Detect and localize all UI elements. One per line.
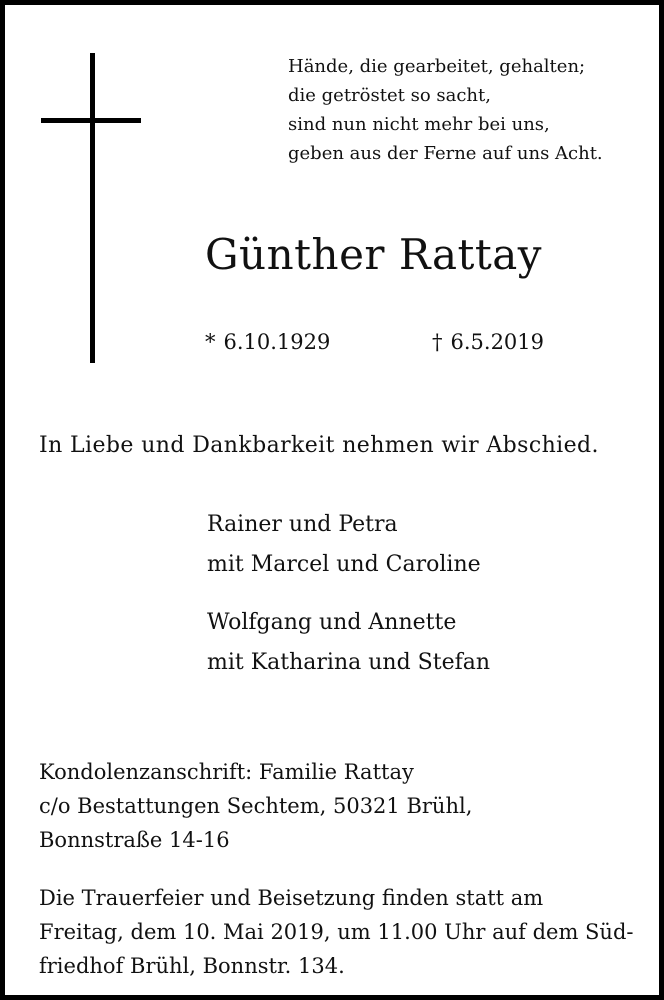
birth-date-line: [205, 327, 330, 357]
deceased-name: Günther Rattay: [205, 230, 543, 279]
mourner-group: [207, 603, 490, 683]
condolence-address: [39, 755, 472, 857]
address-line: Kondolenzanschrift: Familie Rattay: [39, 760, 414, 784]
mourner-group: [207, 505, 481, 585]
mourner-line: mit Katharina und Stefan: [207, 650, 491, 675]
poem-line: Hände, die gearbeitet, gehalten;: [288, 56, 586, 77]
poem-line: sind nun nicht mehr bei uns,: [288, 114, 550, 135]
poem-line: die getröstet so sacht,: [288, 85, 491, 106]
ceremony-line: Freitag, dem 10. Mai 2019, um 11.00 Uhr auf dem Süd-: [39, 920, 634, 944]
address-line: Bonnstraße 14-16: [39, 828, 230, 852]
ceremony-line: friedhof Brühl, Bonnstr. 134.: [39, 954, 345, 978]
cross-vertical-bar: [90, 53, 95, 363]
mourner-line: mit Marcel und Caroline: [207, 552, 481, 577]
cross-icon: [41, 53, 141, 363]
farewell-text: In Liebe und Dankbarkeit nehmen wir Abschied.: [39, 433, 599, 458]
ceremony-info: [39, 881, 634, 983]
cross-horizontal-bar: [41, 118, 141, 123]
death-date: 6.5.2019: [450, 330, 545, 354]
death-date-line: [432, 327, 544, 357]
mourner-line: Rainer und Petra: [207, 512, 398, 537]
poem-line: geben aus der Ferne auf uns Acht.: [288, 143, 603, 164]
ceremony-line: Die Trauerfeier und Beisetzung finden statt am: [39, 886, 544, 910]
death-dagger-icon: †: [432, 330, 443, 354]
poem: [288, 52, 648, 168]
address-line: c/o Bestattungen Sechtem, 50321 Brühl,: [39, 794, 473, 818]
mourner-line: Wolfgang und Annette: [207, 610, 457, 635]
birth-symbol-icon: *: [205, 330, 216, 354]
birth-date: 6.10.1929: [223, 330, 331, 354]
